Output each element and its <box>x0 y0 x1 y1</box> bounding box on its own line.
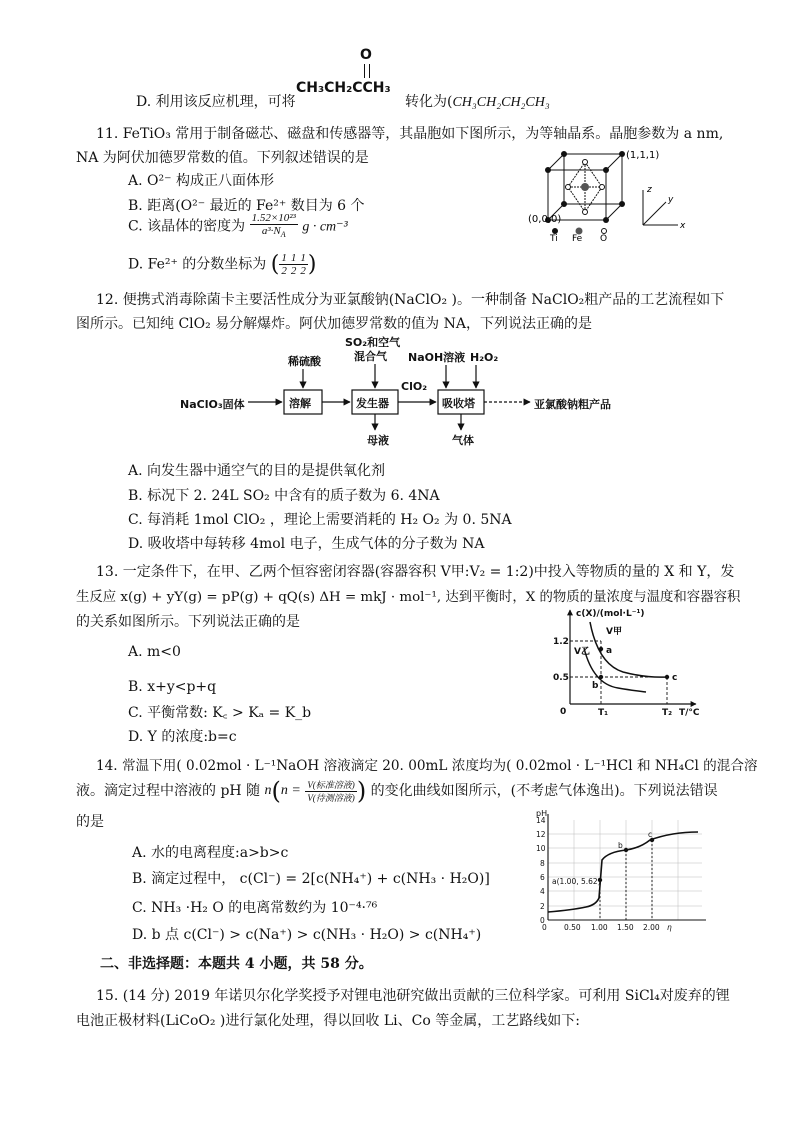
q12-option-c: C. 每消耗 1mol ClO₂ ，理论上需要消耗的 H₂ O₂ 为 0. 5NA <box>128 512 512 528</box>
q14-ytick-0: 0 <box>540 916 545 925</box>
q14-option-b: B. 滴定过程中， c(Cl⁻) = 2[c(NH₄⁺) + c(NH₃ · H₂O)] <box>132 871 490 887</box>
q13-xlabel: T/°C <box>679 708 700 718</box>
axis-z-label: z <box>647 185 652 195</box>
flow-start: NaClO₃固体 <box>180 398 245 411</box>
q13-option-d: D. Y 的浓度:b=c <box>128 729 237 745</box>
q15-stem-line2: 电池正极材料(LiCoO₂ )进行氯化处理，得以回收 Li、Co 等金属，工艺路线如下: <box>76 1013 580 1029</box>
q12-stem-line2: 图所示。已知纯 ClO₂ 易分解爆炸。阿伏加德罗常数的值为 NA，下列说法正确的是 <box>76 316 592 332</box>
q12-option-d: D. 吸收塔中每转移 4mol 电子，生成气体的分子数为 NA <box>128 536 485 552</box>
q13-stem-line1: 13. 一定条件下，在甲、乙两个恒容密闭容器(容器容积 V甲:V₂ = 1:2)中投入等物质的量的 X 和 Y，发 <box>96 564 735 580</box>
q13-ytick-2: 0.5 <box>553 673 569 683</box>
q11-stem-line2: NA 为阿伏加德罗常数的值。下列叙述错误的是 <box>76 150 369 166</box>
label-000: (0,0,0) <box>528 214 562 225</box>
q10-d-suffix: 转化为( <box>405 94 453 110</box>
q14-ylabel: pH <box>536 809 548 818</box>
q14-line2-suffix: 的变化曲线如图所示，(不考虑气体逸出)。下列说法错误 <box>370 783 718 799</box>
q14-stem-line2: 液。滴定过程中溶液的 pH 随 n(n = $\frac{\text{V(标准溶液)}}{\text{V(待测溶液)}}$ ) 的变化曲线如图所示，(不考虑气体逸出)。下列说法错误 <box>76 777 718 805</box>
crystal-cell-diagram <box>528 140 698 242</box>
q14-stem-line1: 14. 常温下用( 0.02mol · L⁻¹NaOH 溶液滴定 20. 00mL 浓度均为( 0.02mol · L⁻¹HCl 和 NH₄Cl 的混合溶 <box>96 758 758 774</box>
label-111: (1,1,1) <box>626 150 660 161</box>
legend-ti: Ti <box>550 234 558 242</box>
ketone-formula: CH₃CH₂CCH₃ <box>296 80 391 96</box>
q11-stem-line1: 11. FeTiO₃ 常用于制备磁芯、磁盘和传感器等，其晶胞如下图所示，为等轴晶系。晶胞参数为 a nm, <box>96 126 724 142</box>
ketone-double-bond <box>364 64 370 78</box>
q14-option-c: C. NH₃ ·H₂ O 的电离常数约为 10⁻⁴·⁷⁶ <box>132 900 378 916</box>
q14-ytick-8: 8 <box>540 859 545 868</box>
q14-xtick-050: 0.50 <box>564 923 581 932</box>
q14-xtick-200: 2.00 <box>643 923 660 932</box>
flow-box-generator-label: 发生器 <box>356 397 389 410</box>
flow-input-h2o2: H₂O₂ <box>470 351 499 364</box>
flow-out-liquor: 母液 <box>367 434 389 447</box>
q13-label-a: a <box>606 646 613 656</box>
q14-ph-curve <box>548 832 698 912</box>
q13-curve-label-yi: V乙 <box>574 647 590 657</box>
q11-option-c <box>128 212 348 241</box>
q13-ylabel: c(X)/(mol·L⁻¹) <box>576 609 645 619</box>
q14-xlabel: η <box>667 923 672 932</box>
coord-z: $\frac{1}{2}$ <box>300 252 306 277</box>
q14-grid <box>548 820 702 920</box>
flow-input-so2-2: 混合气 <box>354 350 387 363</box>
q11-option-b: B. 距离(O²⁻ 最近的 Fe²⁺ 数目为 6 个 <box>128 198 365 214</box>
q13-stem-line2: 生反应 x(g) + yY(g) = pP(g) + qQ(s) ΔH = mkJ · mol⁻¹, 达到平衡时，X 的物质的量浓度与温度和容器容积 <box>76 590 741 605</box>
flow-input-so2-1: SO₂和空气 <box>345 336 401 349</box>
q10-option-d-suffix <box>405 91 550 111</box>
point-a <box>599 647 603 651</box>
coord-y: $\frac{1}{2}$ <box>290 252 297 277</box>
q14-stem-line3: 的是 <box>76 814 104 830</box>
q14-xtick-0: 0 <box>542 923 547 932</box>
q13-chart <box>548 604 708 720</box>
fe-atom <box>581 183 589 191</box>
q11-c-prefix: C. 该晶体的密度为 <box>128 218 246 235</box>
q10-d-prefix: D. 利用该反应机理，可将 <box>136 94 296 110</box>
flow-end: 亚氯酸钠粗产品 <box>534 398 611 411</box>
q14-option-a: A. 水的电离程度:a>b>c <box>132 845 289 861</box>
q11-d-prefix: D. Fe²⁺ 的分数坐标为 <box>128 256 267 273</box>
q12-stem-line1: 12. 便携式消毒除菌卡主要活性成分为亚氯酸钠(NaClO₂ )。一种制备 NaClO₂粗产品的工艺流程如下 <box>96 292 725 308</box>
q14-label-c: c <box>648 830 653 839</box>
q14-label-b: b <box>618 841 623 850</box>
q13-origin: 0 <box>560 707 567 717</box>
q11-option-a: A. O²⁻ 构成正八面体形 <box>128 173 274 189</box>
q12-option-a: A. 向发生器中通空气的目的是提供氧化剂 <box>128 463 386 479</box>
q13-stem-line3: 的关系如图所示。下列说法正确的是 <box>76 614 300 630</box>
q14-ytick-2: 2 <box>540 902 545 911</box>
flow-input-naoh: NaOH溶液 <box>408 351 466 364</box>
ketone-carbonyl-o: O <box>360 47 372 63</box>
q12-option-b: B. 标况下 2. 24L SO₂ 中含有的质子数为 6. 4NA <box>128 488 440 504</box>
cell-front-face <box>548 170 606 220</box>
q11-option-d: D. Fe²⁺ 的分数坐标为 ( $\frac{1}{2}$ $\frac{1}{2}$ $\frac{1}{2}$ ) <box>128 252 317 277</box>
q14-line2-prefix: 液。滴定过程中溶液的 pH 随 <box>76 783 261 799</box>
coord-x: $\frac{1}{2}$ <box>281 252 287 277</box>
cell-back-face <box>564 154 622 204</box>
q13-label-c: c <box>672 673 678 683</box>
q13-xtick-1: T₁ <box>598 708 609 718</box>
q15-stem-line1: 15. (14 分) 2019 年诺贝尔化学奖授予对锂电池研究做出贡献的三位科学家。可利用 SiCl₄对废弃的锂 <box>96 988 730 1004</box>
q14-xtick-150: 1.50 <box>617 923 634 932</box>
q14-titration-chart <box>522 808 718 936</box>
q14-n-fraction: $\frac{\text{V(标准溶液)}}{\text{V(待测溶液)}}$ <box>307 779 355 803</box>
flow-input-acid: 稀硫酸 <box>288 355 321 368</box>
process-flow-diagram <box>178 332 648 460</box>
flow-box-absorber-label: 吸收塔 <box>442 397 475 410</box>
axis-y-label: y <box>668 195 674 205</box>
q10-product: CH₃CH₂CH₂CH₃ <box>452 95 550 110</box>
flow-clo2: ClO₂ <box>401 380 428 393</box>
legend-o-icon <box>602 229 607 234</box>
point-b <box>599 675 603 679</box>
point-c <box>665 675 669 679</box>
section-2-heading: 二、非选择题：本题共 4 小题，共 58 分。 <box>100 956 373 972</box>
axis-x-label: x <box>680 221 686 231</box>
q13-option-a: A. m<0 <box>128 644 181 660</box>
q14-xtick-100: 1.00 <box>591 923 608 932</box>
q13-option-b: B. x+y<p+q <box>128 679 217 695</box>
q13-label-b: b <box>592 681 599 691</box>
q14-ytick-4: 4 <box>540 887 545 896</box>
density-unit: g · cm⁻³ <box>302 219 348 235</box>
q13-xtick-2: T₂ <box>662 708 673 718</box>
q11-density-fraction <box>250 212 298 241</box>
q13-curve-label-jia: V甲 <box>606 627 622 637</box>
q13-ytick-1: 1.2 <box>553 637 569 647</box>
flow-out-gas: 气体 <box>452 434 474 447</box>
q14-option-d: D. b 点 c(Cl⁻) > c(Na⁺) > c(NH₃ · H₂O) > c(NH₄⁺) <box>132 927 482 943</box>
q14-ytick-14: 14 <box>536 816 546 825</box>
q14-label-a: a(1.00, 5.62) <box>552 877 601 886</box>
q14-ytick-10: 10 <box>536 844 546 853</box>
q10-option-d <box>136 91 296 111</box>
q14-point-b <box>624 848 628 852</box>
q14-ytick-12: 12 <box>536 830 546 839</box>
density-denominator: $a^3\cdot N_A$ <box>261 225 286 240</box>
q14-ytick-6: 6 <box>540 873 545 882</box>
density-numerator: 1.52×10²³ <box>251 212 296 224</box>
legend-o: O <box>600 234 608 242</box>
q13-option-c: C. 平衡常数: K꜀ > Kₐ = K_b <box>128 705 312 721</box>
flow-box-dissolve-label: 溶解 <box>289 397 311 410</box>
legend-fe: Fe <box>572 234 583 242</box>
